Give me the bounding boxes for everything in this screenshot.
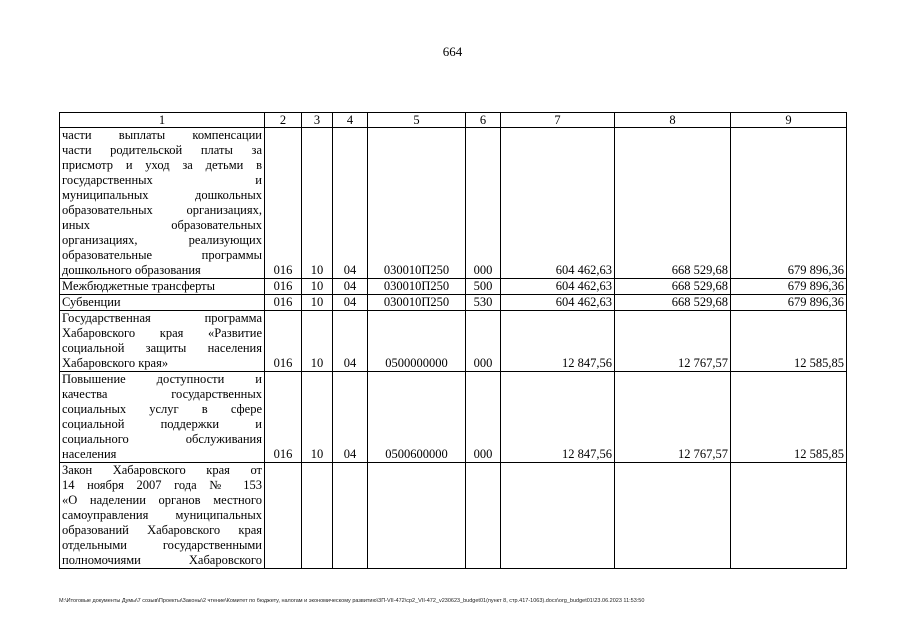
description-line: Закон Хабаровского края от <box>62 463 262 477</box>
target-article-code: 030010П250 <box>368 279 466 295</box>
description-line: части родительской платы за <box>62 143 262 157</box>
document-path-footer: M:\Итоговые документы Думы\7 созыв\Проекты\Законы\2 чтение\Комитет по бюджету, налогам и экономическому развитию\3П-VII-472\сp2_VII-472_v230623_budget01(пункт 8, стр.417-1063).docx\org_budget01\23.06.2023 11:53:50 <box>59 598 645 604</box>
description-line: Межбюджетные трансферты <box>62 279 216 293</box>
description-line: социальной защиты населения <box>62 341 262 355</box>
description-line: организациях, реализующих <box>62 233 262 247</box>
description-line: социального обслуживания <box>62 432 262 446</box>
description-line: полномочиями Хабаровского <box>62 553 262 567</box>
amount-col-8 <box>615 463 731 569</box>
amount-col-7: 12 847,56 <box>501 372 615 463</box>
description-line: образований Хабаровского края <box>62 523 262 537</box>
table-body <box>60 128 847 569</box>
description-line: муниципальных дошкольных <box>62 188 262 202</box>
section-code: 10 <box>302 279 333 295</box>
description-line: Хабаровского края «Развитие <box>62 326 262 340</box>
column-header-3: 3 <box>302 113 333 128</box>
column-header-6: 6 <box>466 113 501 128</box>
section-code: 10 <box>302 295 333 311</box>
column-header-4: 4 <box>333 113 368 128</box>
table-row <box>60 295 847 311</box>
expense-type-code: 530 <box>466 295 501 311</box>
description-line: иных образовательных <box>62 218 262 232</box>
description-line: государственных и <box>62 173 262 187</box>
row-description <box>60 128 265 279</box>
table-row <box>60 372 847 463</box>
ministry-code <box>265 463 302 569</box>
page-number: 664 <box>442 44 463 59</box>
subsection-code: 04 <box>333 311 368 372</box>
description-line: части выплаты компенсации <box>62 128 262 142</box>
description-line: самоуправления муниципальных <box>62 508 262 522</box>
row-description <box>60 372 265 463</box>
column-header-9: 9 <box>731 113 847 128</box>
table-row <box>60 128 847 279</box>
table-row <box>60 279 847 295</box>
column-header-8: 8 <box>615 113 731 128</box>
target-article-code: 0500000000 <box>368 311 466 372</box>
amount-col-7: 604 462,63 <box>501 128 615 279</box>
ministry-code: 016 <box>265 128 302 279</box>
section-code: 10 <box>302 311 333 372</box>
subsection-code: 04 <box>333 128 368 279</box>
target-article-code: 0500600000 <box>368 372 466 463</box>
section-code: 10 <box>302 128 333 279</box>
header-row <box>60 113 847 128</box>
amount-col-7: 604 462,63 <box>501 295 615 311</box>
expense-type-code: 000 <box>466 128 501 279</box>
amount-col-7: 604 462,63 <box>501 279 615 295</box>
expense-type-code: 000 <box>466 311 501 372</box>
budget-table <box>59 112 847 569</box>
amount-col-7: 12 847,56 <box>501 311 615 372</box>
description-line: социальной поддержки и <box>62 417 262 431</box>
amount-col-9: 679 896,36 <box>731 279 847 295</box>
ministry-code: 016 <box>265 295 302 311</box>
description-line: качества государственных <box>62 387 262 401</box>
column-header-5: 5 <box>368 113 466 128</box>
amount-col-9 <box>731 463 847 569</box>
description-line: отдельными государственными <box>62 538 262 552</box>
expense-type-code <box>466 463 501 569</box>
description-line: образовательных организациях, <box>62 203 262 217</box>
description-line: Государственная программа <box>62 311 262 325</box>
section-code <box>302 463 333 569</box>
amount-col-9: 679 896,36 <box>731 128 847 279</box>
amount-col-8: 12 767,57 <box>615 372 731 463</box>
row-description <box>60 295 265 311</box>
column-header-2: 2 <box>265 113 302 128</box>
amount-col-8: 668 529,68 <box>615 128 731 279</box>
description-line: присмотр и уход за детьми в <box>62 158 262 172</box>
amount-col-9: 12 585,85 <box>731 311 847 372</box>
description-line: Повышение доступности и <box>62 372 262 386</box>
amount-col-8: 668 529,68 <box>615 279 731 295</box>
amount-col-8: 668 529,68 <box>615 295 731 311</box>
expense-type-code: 000 <box>466 372 501 463</box>
description-line: социальных услуг в сфере <box>62 402 262 416</box>
amount-col-9: 12 585,85 <box>731 372 847 463</box>
description-line: населения <box>62 447 117 461</box>
amount-col-9: 679 896,36 <box>731 295 847 311</box>
ministry-code: 016 <box>265 279 302 295</box>
target-article-code: 030010П250 <box>368 128 466 279</box>
table-row <box>60 311 847 372</box>
column-header-1: 1 <box>60 113 265 128</box>
description-line: дошкольного образования <box>62 263 201 277</box>
target-article-code: 030010П250 <box>368 295 466 311</box>
subsection-code <box>333 463 368 569</box>
description-line: «О наделении органов местного <box>62 493 262 507</box>
amount-col-7 <box>501 463 615 569</box>
description-line: Субвенции <box>62 295 121 309</box>
ministry-code: 016 <box>265 311 302 372</box>
description-line: образовательные программы <box>62 248 262 262</box>
subsection-code: 04 <box>333 295 368 311</box>
description-line: Хабаровского края» <box>62 356 169 370</box>
description-line: 14 ноября 2007 года № 153 <box>62 478 262 492</box>
row-description <box>60 311 265 372</box>
row-description <box>60 279 265 295</box>
subsection-code: 04 <box>333 279 368 295</box>
target-article-code <box>368 463 466 569</box>
column-header-7: 7 <box>501 113 615 128</box>
amount-col-8: 12 767,57 <box>615 311 731 372</box>
section-code: 10 <box>302 372 333 463</box>
subsection-code: 04 <box>333 372 368 463</box>
row-description <box>60 463 265 569</box>
table-row <box>60 463 847 569</box>
ministry-code: 016 <box>265 372 302 463</box>
expense-type-code: 500 <box>466 279 501 295</box>
